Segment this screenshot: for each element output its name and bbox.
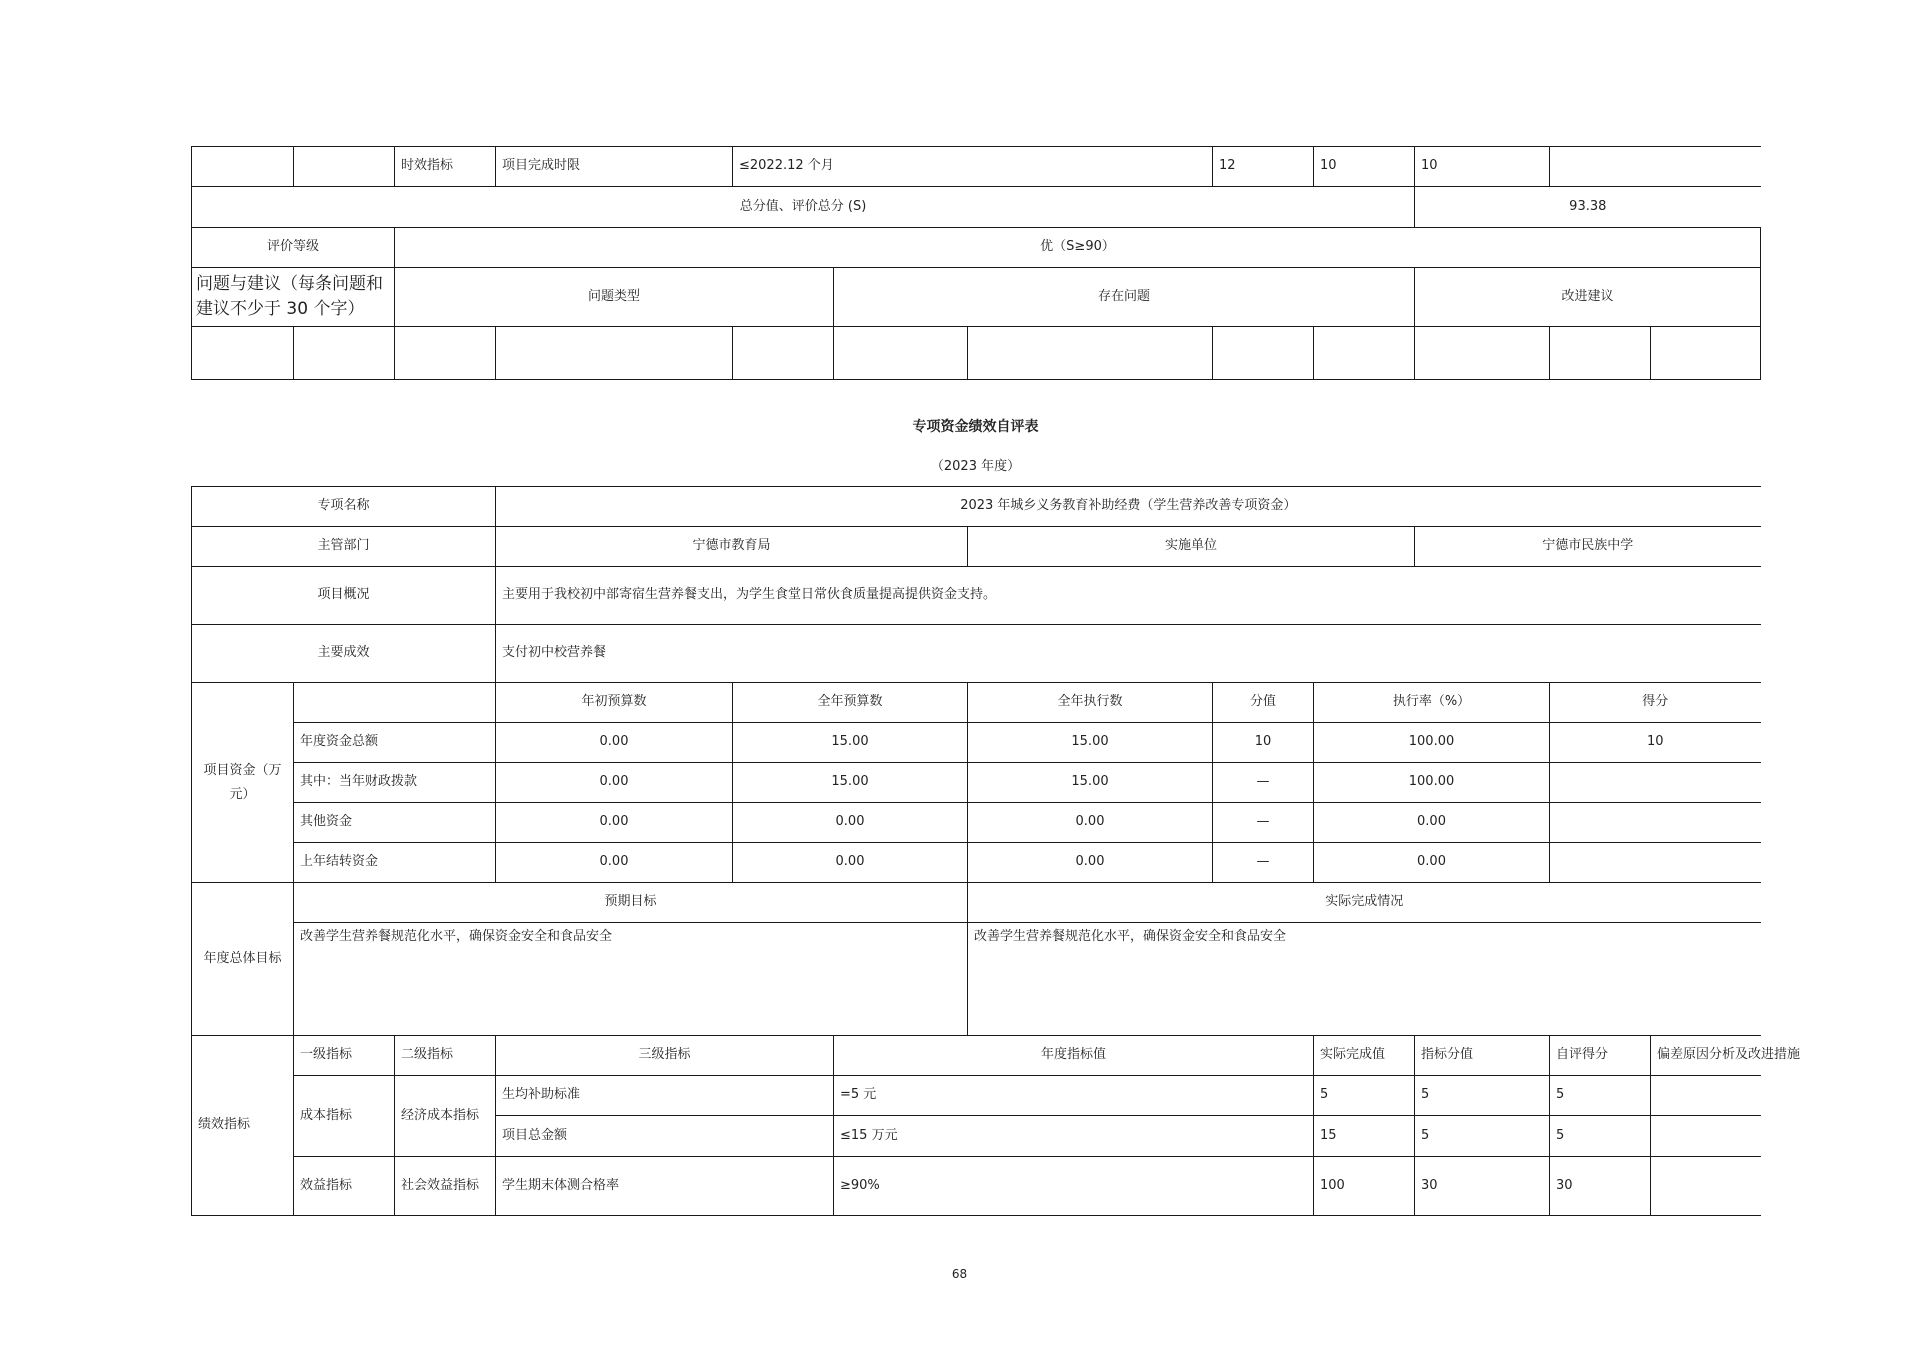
indicator-target: =5 元 <box>834 1076 1314 1116</box>
funds-cell: 0.00 <box>968 843 1213 883</box>
grade-row <box>192 228 1761 268</box>
empty-cell <box>1314 327 1415 380</box>
actual-goal-text: 改善学生营养餐规范化水平，确保资金安全和食品安全 <box>968 923 1761 1036</box>
indicator-header: 二级指标 <box>395 1036 496 1076</box>
department-row <box>192 527 1761 567</box>
level2-cell: 时效指标 <box>395 147 496 187</box>
funds-row-label: 年度资金总额 <box>294 723 496 763</box>
funds-cell <box>1550 843 1761 883</box>
funds-cell: — <box>1213 803 1314 843</box>
funds-cell: 15.00 <box>968 723 1213 763</box>
note-cell <box>1550 147 1761 187</box>
issues-label: 问题与建议（每条问题和建议不少于 30 个字） <box>192 268 395 327</box>
evaluation-summary-table <box>191 146 1761 380</box>
indicator-row <box>192 1076 1761 1116</box>
target-cell: ≤2022.12 个月 <box>733 147 1213 187</box>
indicator-note <box>1651 1116 1761 1157</box>
results-value: 支付初中校营养餐 <box>496 625 1761 683</box>
empty-cell <box>733 327 834 380</box>
empty-cell <box>834 327 968 380</box>
funds-row-label: 其他资金 <box>294 803 496 843</box>
project-name-value: 2023 年城乡义务教育补助经费（学生营养改善专项资金） <box>496 487 1761 527</box>
empty-cell <box>395 327 496 380</box>
funds-cell: 0.00 <box>496 803 733 843</box>
empty-cell <box>968 327 1213 380</box>
funds-cell: 0.00 <box>1314 843 1550 883</box>
funds-header: 年初预算数 <box>496 683 733 723</box>
funds-cell: 0.00 <box>968 803 1213 843</box>
issues-header-row <box>192 268 1761 327</box>
form-year: （2023 年度） <box>930 459 1021 474</box>
indicator-score: 5 <box>1550 1116 1651 1157</box>
grade-value: 优（S≥90） <box>395 228 1761 268</box>
funds-cell: 0.00 <box>496 843 733 883</box>
funds-header-row <box>192 683 1761 723</box>
funds-cell: 10 <box>1550 723 1761 763</box>
funds-header: 全年预算数 <box>733 683 968 723</box>
indicator-score: 5 <box>1550 1076 1651 1116</box>
empty-cell <box>294 327 395 380</box>
funds-header: 得分 <box>1550 683 1761 723</box>
score-cell: 10 <box>1415 147 1550 187</box>
suggestion-header: 改进建议 <box>1415 268 1761 327</box>
funds-header: 全年执行数 <box>968 683 1213 723</box>
indicator-note <box>1651 1076 1761 1116</box>
actual-cell: 12 <box>1213 147 1314 187</box>
issue-header: 存在问题 <box>834 268 1415 327</box>
indicator-actual: 15 <box>1314 1116 1415 1157</box>
funds-row <box>192 723 1761 763</box>
indicator-weight: 30 <box>1415 1157 1550 1216</box>
indicator-weight: 5 <box>1415 1116 1550 1157</box>
indicator-level3: 生均补助标准 <box>496 1076 834 1116</box>
expected-goal-text: 改善学生营养餐规范化水平，确保资金安全和食品安全 <box>294 923 968 1036</box>
funds-row <box>192 803 1761 843</box>
funds-cell <box>1550 803 1761 843</box>
empty-cell <box>1550 327 1651 380</box>
total-score-value: 93.38 <box>1415 187 1761 228</box>
funds-row-label: 其中：当年财政拨款 <box>294 763 496 803</box>
indicator-header: 一级指标 <box>294 1036 395 1076</box>
project-name-label: 专项名称 <box>192 487 496 527</box>
project-name-row <box>192 487 1761 527</box>
indicator-target: ≤15 万元 <box>834 1116 1314 1157</box>
level3-cell: 项目完成时限 <box>496 147 733 187</box>
funds-header: 执行率（%） <box>1314 683 1550 723</box>
econ-cost-label: 经济成本指标 <box>395 1076 496 1157</box>
funds-cell: 10 <box>1213 723 1314 763</box>
funds-cell: — <box>1213 763 1314 803</box>
timeliness-row <box>192 147 1761 187</box>
total-score-row <box>192 187 1761 228</box>
unit-label: 实施单位 <box>968 527 1415 567</box>
annual-goal-label: 年度总体目标 <box>192 883 294 1036</box>
total-score-label: 总分值、评价总分 (S) <box>192 187 1415 228</box>
overview-value: 主要用于我校初中部寄宿生营养餐支出，为学生食堂日常伙食质量提高提供资金支持。 <box>496 567 1761 625</box>
indicator-level3: 项目总金额 <box>496 1116 834 1157</box>
indicator-header: 年度指标值 <box>834 1036 1314 1076</box>
indicator-header: 指标分值 <box>1415 1036 1550 1076</box>
form-title: 专项资金绩效自评表 <box>912 419 1039 435</box>
overview-label: 项目概况 <box>192 567 496 625</box>
funds-cell: 0.00 <box>496 763 733 803</box>
grade-label: 评价等级 <box>192 228 395 268</box>
funds-cell: 15.00 <box>733 723 968 763</box>
funds-row <box>192 763 1761 803</box>
funds-cell: — <box>1213 843 1314 883</box>
self-evaluation-form <box>191 486 1801 1216</box>
funds-row-label: 上年结转资金 <box>294 843 496 883</box>
funds-cell: 0.00 <box>733 803 968 843</box>
funds-cell <box>1550 763 1761 803</box>
social-benefit-label: 社会效益指标 <box>395 1157 496 1216</box>
indicator-header-row <box>192 1036 1761 1076</box>
page-number: 68 <box>951 1267 968 1281</box>
indicator-row <box>192 1157 1761 1216</box>
indicator-header: 自评得分 <box>1550 1036 1651 1076</box>
empty-cell <box>294 147 395 187</box>
indicator-level3: 学生期末体测合格率 <box>496 1157 834 1216</box>
funds-cell: 100.00 <box>1314 763 1550 803</box>
weight-cell: 10 <box>1314 147 1415 187</box>
empty-cell <box>192 147 294 187</box>
cost-indicator-label: 成本指标 <box>294 1076 395 1157</box>
expected-goal-header: 预期目标 <box>294 883 968 923</box>
empty-cell <box>1651 327 1761 380</box>
indicator-actual: 5 <box>1314 1076 1415 1116</box>
funds-cell: 15.00 <box>733 763 968 803</box>
goal-header-row <box>192 883 1761 923</box>
indicator-header: 偏差原因分析及改进措施 <box>1651 1036 1761 1076</box>
indicators-label: 绩效指标 <box>192 1036 294 1216</box>
funds-row <box>192 843 1761 883</box>
indicator-weight: 5 <box>1415 1076 1550 1116</box>
funds-cell: 100.00 <box>1314 723 1550 763</box>
funds-cell: 15.00 <box>968 763 1213 803</box>
empty-cell <box>1213 327 1314 380</box>
dept-label: 主管部门 <box>192 527 496 567</box>
funds-header: 分值 <box>1213 683 1314 723</box>
indicator-score: 30 <box>1550 1157 1651 1216</box>
indicator-header: 实际完成值 <box>1314 1036 1415 1076</box>
results-label: 主要成效 <box>192 625 496 683</box>
empty-cell <box>192 327 294 380</box>
empty-cell <box>1415 327 1550 380</box>
benefit-indicator-label: 效益指标 <box>294 1157 395 1216</box>
empty-cell <box>496 327 733 380</box>
funds-cell: 0.00 <box>733 843 968 883</box>
indicator-header: 三级指标 <box>496 1036 834 1076</box>
overview-row <box>192 567 1761 625</box>
actual-goal-header: 实际完成情况 <box>968 883 1761 923</box>
results-row <box>192 625 1761 683</box>
funds-label: 项目资金（万元） <box>192 683 294 883</box>
funds-cell: 0.00 <box>1314 803 1550 843</box>
issues-blank-row <box>192 327 1761 380</box>
indicator-note <box>1651 1157 1761 1216</box>
unit-value: 宁德市民族中学 <box>1415 527 1761 567</box>
issue-type-header: 问题类型 <box>395 268 834 327</box>
dept-value: 宁德市教育局 <box>496 527 968 567</box>
empty-cell <box>294 683 496 723</box>
goal-content-row <box>192 923 1761 1036</box>
indicator-target: ≥90% <box>834 1157 1314 1216</box>
indicator-actual: 100 <box>1314 1157 1415 1216</box>
funds-cell: 0.00 <box>496 723 733 763</box>
